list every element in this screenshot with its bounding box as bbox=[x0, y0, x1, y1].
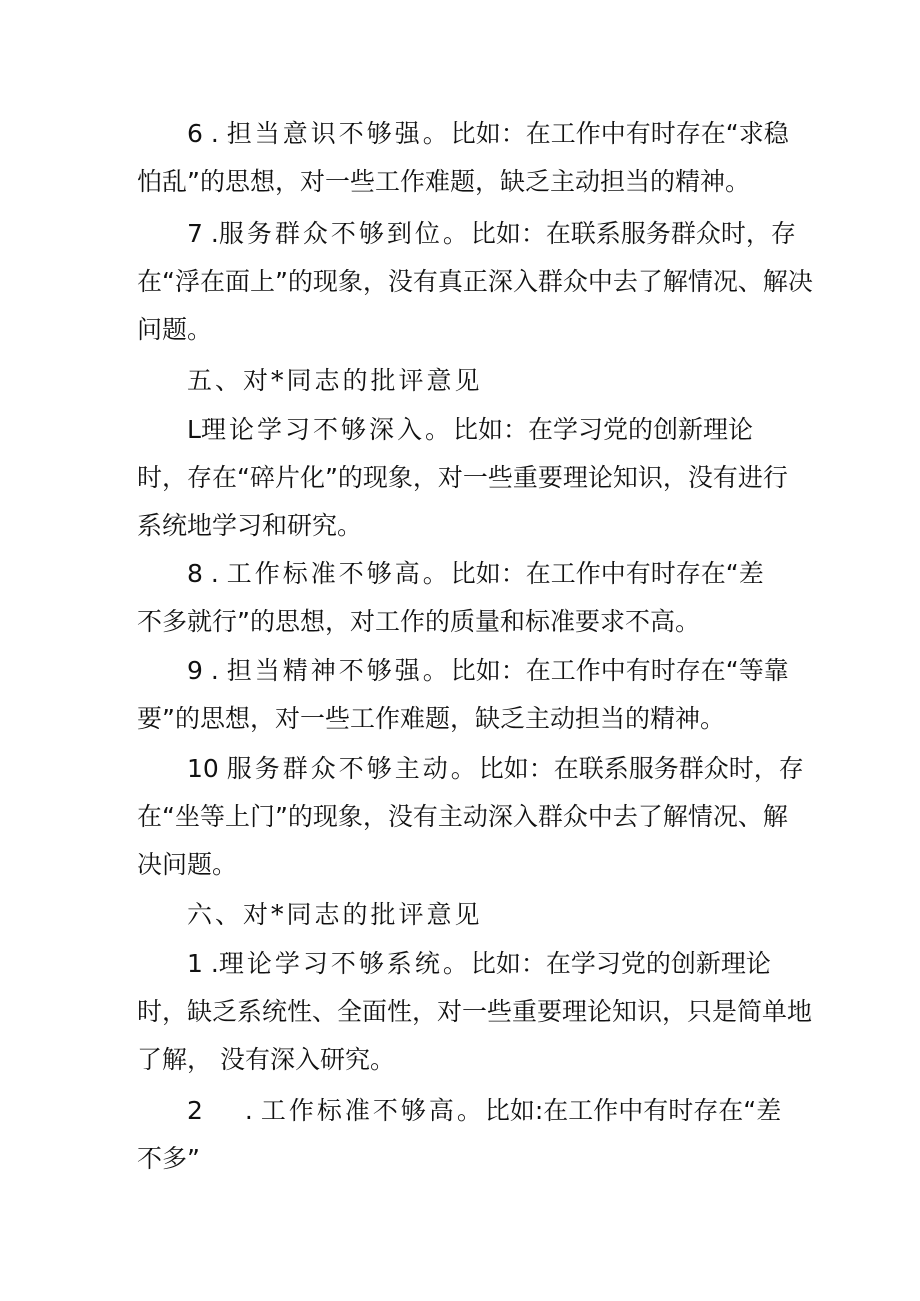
item-8-paragraph bbox=[137, 550, 797, 646]
section-6-item-1-line-2: 时，缺乏系统性、全面性，对一些重要理论知识，只是简单地 bbox=[137, 997, 813, 1026]
section-6-item-2-line-1: 2 . 工作标准不够高。比如:在工作中有时存在“差 bbox=[187, 1096, 782, 1125]
section-6-item-2-line-2: 不多” bbox=[137, 1144, 200, 1173]
item-text: 比如:在工作中有时存在“差 bbox=[484, 1096, 782, 1125]
item-7-line-1: 7 .服务群众不够到位。比如：在联系服务群众时，存 bbox=[187, 219, 796, 248]
item-title: 担当意识不够强。 bbox=[226, 119, 451, 148]
item-number: 9 bbox=[187, 656, 203, 685]
item-10-line-2: 在“坐等上门”的现象，没有主动深入群众中去了解情况、解 bbox=[137, 802, 788, 831]
item-text: 比如：在工作中有时存在“差 bbox=[450, 559, 764, 588]
section-6-item-2-paragraph bbox=[137, 1087, 797, 1183]
item-6-line-1: 6 . 担当意识不够强。比如：在工作中有时存在“求稳 bbox=[187, 119, 789, 148]
item-number: 6 bbox=[187, 119, 203, 148]
item-7-paragraph bbox=[137, 210, 813, 354]
item-9-line-1: 9 . 担当精神不够强。比如：在工作中有时存在“等靠 bbox=[187, 656, 789, 685]
item-number: 7 bbox=[187, 219, 203, 248]
item-title: 理论学习不够深入。 bbox=[200, 415, 453, 444]
item-text: 比如：在工作中有时存在“求稳 bbox=[450, 119, 789, 148]
item-number: 8 bbox=[187, 559, 203, 588]
item-10-line-1 bbox=[137, 745, 804, 793]
item-title: 工作标准不够高。 bbox=[226, 559, 451, 588]
item-text: 比如：在联系服务群众时，存 bbox=[470, 219, 796, 248]
section-5-item-1-paragraph bbox=[137, 406, 797, 550]
item-title: 担当精神不够强。 bbox=[226, 656, 451, 685]
item-8-line-2: 不多就行”的思想，对工作的质量和标准要求不高。 bbox=[137, 607, 700, 636]
item-text: 比如：在学习党的创新理论 bbox=[452, 415, 753, 444]
section-6-item-1-line-3: 了解， 没有深入研究。 bbox=[137, 1045, 395, 1074]
item-7-line-3: 问题。 bbox=[137, 315, 213, 344]
item-10-line-3: 决问题。 bbox=[137, 850, 238, 879]
item-number: 2 bbox=[187, 1096, 203, 1125]
item-number: 1 bbox=[187, 949, 203, 978]
item-6-line-2: 怕乱”的思想，对一些工作难题，缺乏主动担当的精神。 bbox=[137, 167, 750, 196]
section-5-item-1-line-1 bbox=[137, 406, 797, 454]
section-5-heading: 五、对*同志的批评意见 bbox=[187, 366, 483, 395]
item-title: 工作标准不够高。 bbox=[260, 1096, 485, 1125]
item-10-paragraph bbox=[137, 745, 804, 889]
item-9-paragraph bbox=[137, 647, 797, 743]
item-text: 比如：在工作中有时存在“等靠 bbox=[450, 656, 789, 685]
item-9-line-2: 要”的思想，对一些工作难题，缺乏主动担当的精神。 bbox=[137, 704, 725, 733]
item-title: 理论学习不够系统。 bbox=[218, 949, 471, 978]
item-title: 服务群众不够主动。 bbox=[226, 754, 479, 783]
item-text: 比如：在联系服务群众时，存 bbox=[478, 754, 804, 783]
section-5-item-1-line-2: 时，存在“碎片化”的现象，对一些重要理论知识，没有进行 bbox=[137, 463, 788, 492]
section-6-item-1-line-1: 1 .理论学习不够系统。比如：在学习党的创新理论 bbox=[187, 949, 771, 978]
item-6-paragraph bbox=[137, 110, 797, 206]
item-8-line-1: 8 . 工作标准不够高。比如：在工作中有时存在“差 bbox=[187, 559, 764, 588]
item-7-line-2: 在“浮在面上”的现象，没有真正深入群众中去了解情况、解决 bbox=[137, 267, 813, 296]
item-title: 服务群众不够到位。 bbox=[218, 219, 471, 248]
item-number: 10 bbox=[187, 754, 219, 783]
section-5-item-1-line-3: 系统地学习和研究。 bbox=[137, 511, 363, 540]
section-6-heading: 六、对*同志的批评意见 bbox=[187, 900, 483, 929]
item-text: 比如：在学习党的创新理论 bbox=[470, 949, 771, 978]
section-6-item-1-paragraph bbox=[137, 940, 813, 1084]
item-number: L bbox=[187, 415, 201, 444]
